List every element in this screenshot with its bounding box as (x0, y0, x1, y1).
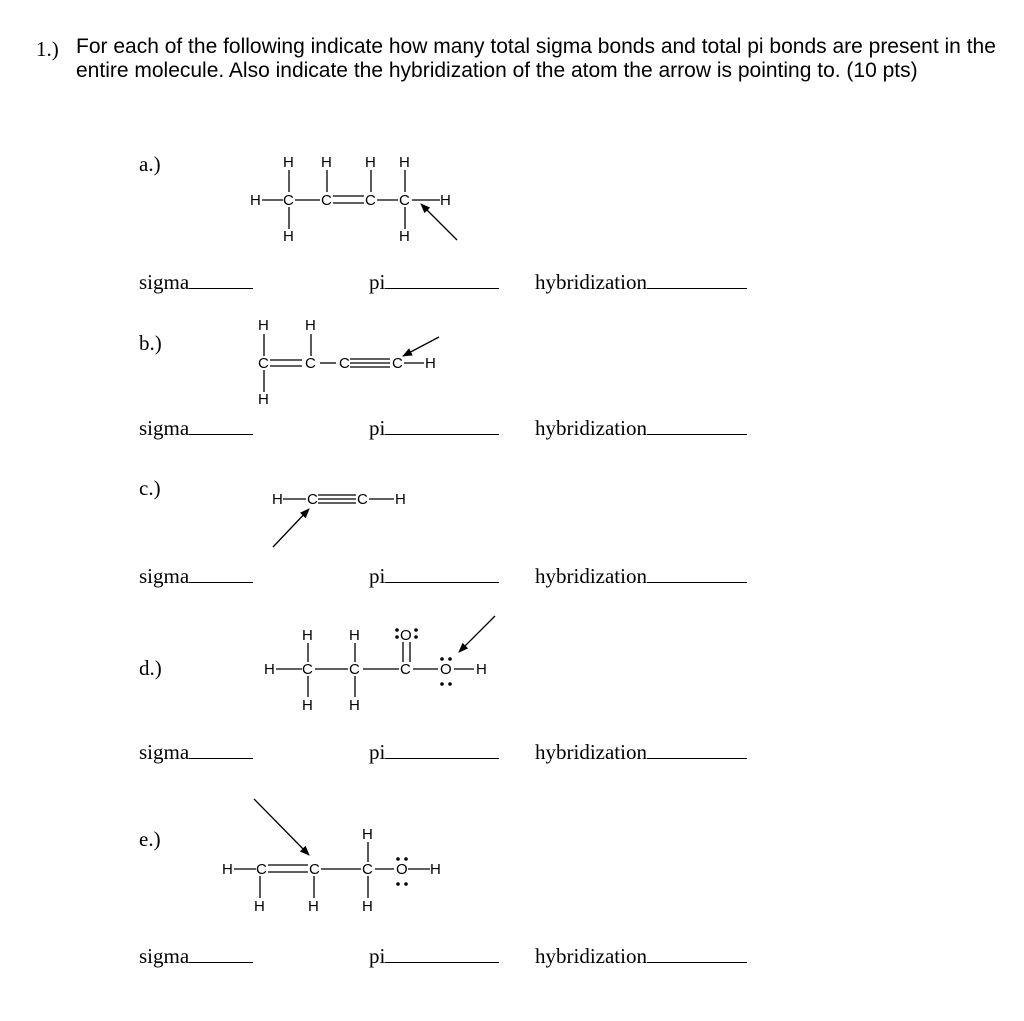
atom-label: H (264, 661, 275, 678)
hybridization-label: hybridization (535, 944, 647, 968)
part-e-label: e.) (139, 827, 161, 851)
atom-label: H (349, 627, 360, 644)
atom-label: H (250, 192, 261, 209)
atom-label: C (307, 491, 318, 508)
atom-label: C (349, 661, 360, 678)
atom-label: H (395, 491, 406, 508)
molecule-c (273, 495, 394, 547)
atom-label: H (365, 154, 376, 171)
pi-label: pi (369, 416, 386, 440)
sigma-label: sigma (139, 944, 190, 968)
atom-label: H (476, 661, 487, 678)
atom-label: H (258, 317, 269, 334)
atom-label: H (349, 697, 360, 714)
atom-label: C (365, 192, 376, 209)
atom-label: C (339, 355, 350, 372)
atom-label: O (396, 861, 408, 878)
atom-label: H (362, 826, 373, 843)
atom-label: C (392, 355, 403, 372)
atom-label: H (440, 192, 451, 209)
arrow-icon (459, 616, 495, 652)
pi-label: pi (369, 944, 386, 968)
atom-label: C (305, 355, 316, 372)
atom-label: C (283, 192, 294, 209)
pi-label: pi (369, 270, 386, 294)
atom-label: H (399, 228, 410, 245)
atom-label: C (400, 661, 411, 678)
arrow-icon (421, 204, 457, 240)
atom-label: H (222, 861, 233, 878)
atom-label: H (321, 154, 332, 171)
hybridization-label: hybridization (535, 416, 647, 440)
atom-label: O (440, 661, 452, 678)
atom-label: H (258, 391, 269, 408)
hybridization-label: hybridization (535, 564, 647, 588)
atom-label: C (321, 192, 332, 209)
pi-label: pi (369, 564, 386, 588)
question-text: For each of the following indicate how many total sigma bonds and total pi bonds are present in the entire molecule. Also indicate the hybridization of the atom the arrow is pointing to. (10 pts) (76, 35, 996, 82)
sigma-label: sigma (139, 564, 190, 588)
atom-label: H (430, 861, 441, 878)
atom-label: H (399, 154, 410, 171)
molecule-e (234, 799, 430, 898)
hybridization-label: hybridization (535, 740, 647, 764)
pi-label: pi (369, 740, 386, 764)
atom-label: C (357, 491, 368, 508)
atom-label: H (362, 898, 373, 915)
atom-label: H (272, 491, 283, 508)
sigma-label: sigma (139, 416, 190, 440)
atom-label: C (302, 661, 313, 678)
atom-label: C (258, 355, 269, 372)
question-number: 1.) (36, 37, 59, 61)
atom-label: H (302, 697, 313, 714)
atom-label: H (425, 355, 436, 372)
arrow-icon (273, 509, 309, 547)
atom-label: H (254, 898, 265, 915)
sigma-label: sigma (139, 740, 190, 764)
atom-labels (222, 154, 487, 915)
hybridization-label: hybridization (535, 270, 647, 294)
part-b-label: b.) (139, 331, 162, 355)
part-d-label: d.) (139, 656, 162, 680)
atom-label: H (308, 898, 319, 915)
arrow-icon (254, 799, 309, 855)
atom-label: H (283, 228, 294, 245)
part-a-label: a.) (139, 152, 161, 176)
atom-label: H (283, 154, 294, 171)
atom-label: H (305, 317, 316, 334)
atom-label: C (362, 861, 373, 878)
atom-label: H (302, 627, 313, 644)
arrow-icon (403, 337, 439, 356)
atom-label: C (256, 861, 267, 878)
part-c-label: c.) (139, 476, 161, 500)
atom-label: O (400, 627, 412, 644)
sigma-label: sigma (139, 270, 190, 294)
molecule-b (264, 334, 439, 392)
atom-label: C (399, 192, 410, 209)
atom-label: C (309, 861, 320, 878)
